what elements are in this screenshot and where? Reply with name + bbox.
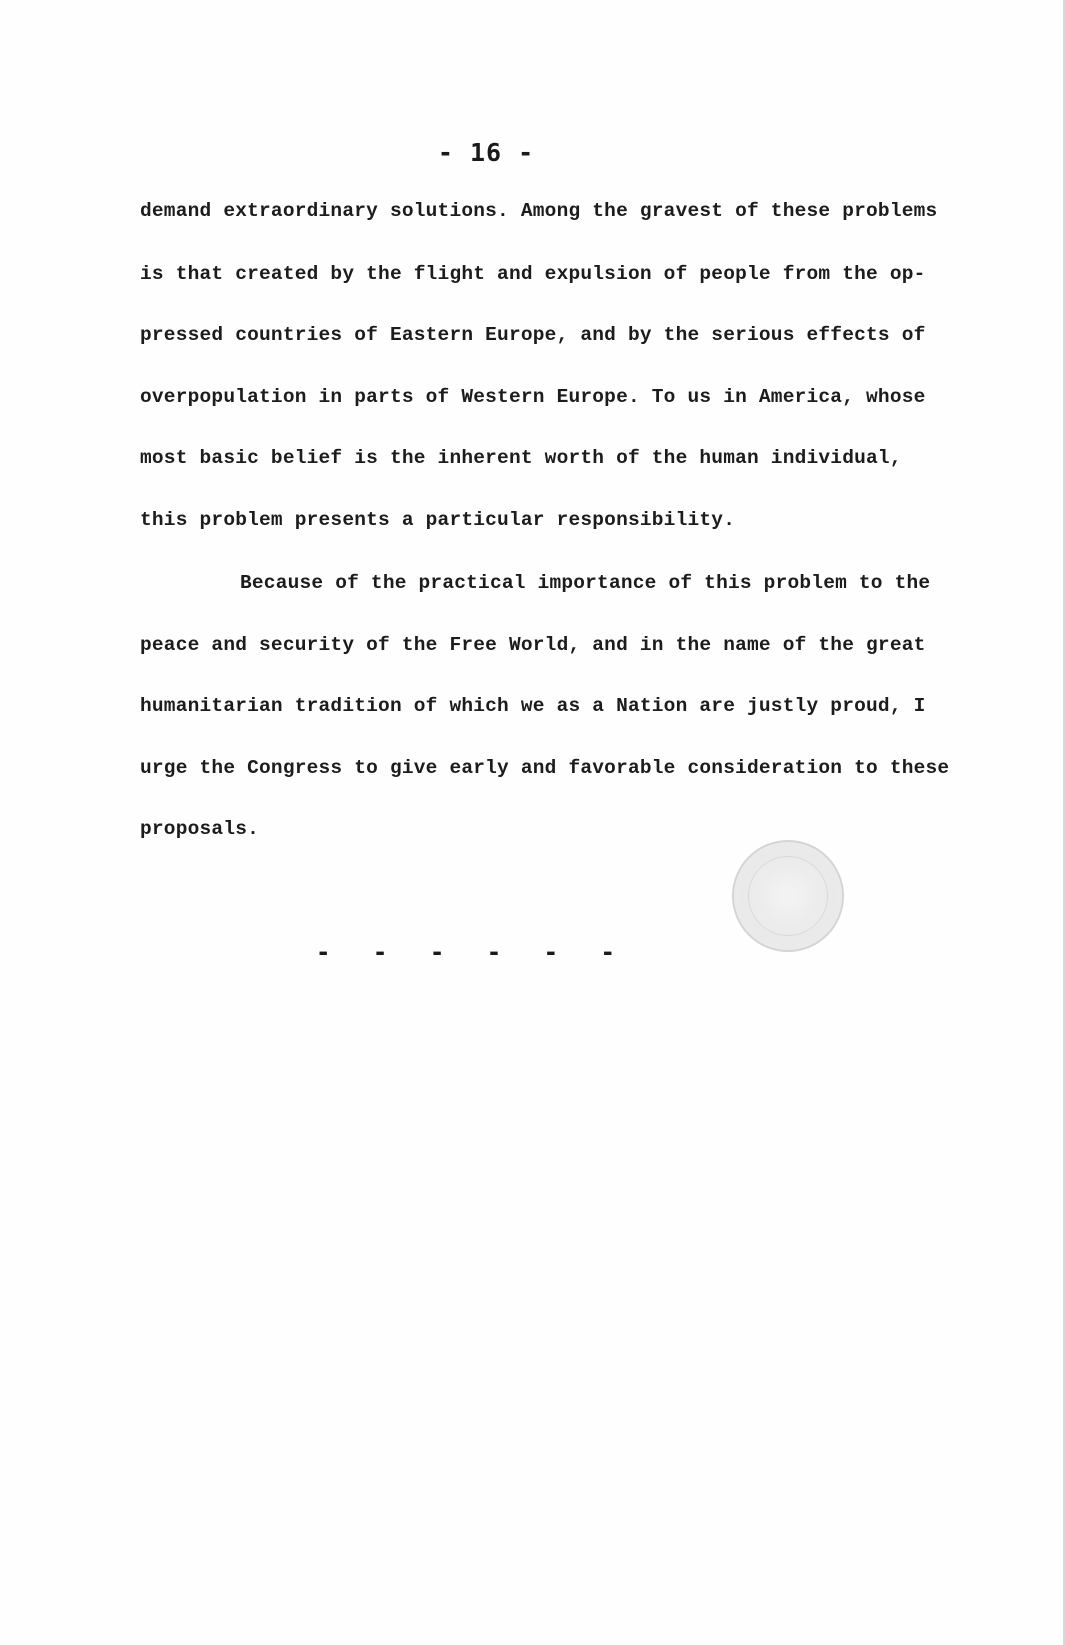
text-line: Because of the practical importance of this problem to the (240, 572, 931, 594)
text-line: peace and security of the Free World, and in the name of the great (140, 634, 926, 656)
text-line: overpopulation in parts of Western Europe. To us in America, whose (140, 386, 926, 408)
text-line: urge the Congress to give early and favorable consideration to these (140, 757, 950, 779)
text-line: most basic belief is the inherent worth of the human individual, (140, 447, 902, 469)
text-line: pressed countries of Eastern Europe, and by the serious effects of (140, 324, 926, 346)
page-number: - 16 - (437, 138, 535, 167)
text-line: this problem presents a particular responsibility. (140, 509, 736, 531)
text-line: humanitarian tradition of which we as a Nation are justly proud, I (140, 695, 926, 717)
text-line: demand extraordinary solutions. Among the gravest of these problems (140, 200, 938, 222)
end-of-document-mark: - - - - - - (316, 938, 629, 966)
text-line: proposals. (140, 818, 260, 840)
archive-stamp (732, 840, 844, 952)
text-line: is that created by the flight and expulsion of people from the op- (140, 263, 926, 285)
archive-stamp-inner-ring (748, 856, 828, 936)
